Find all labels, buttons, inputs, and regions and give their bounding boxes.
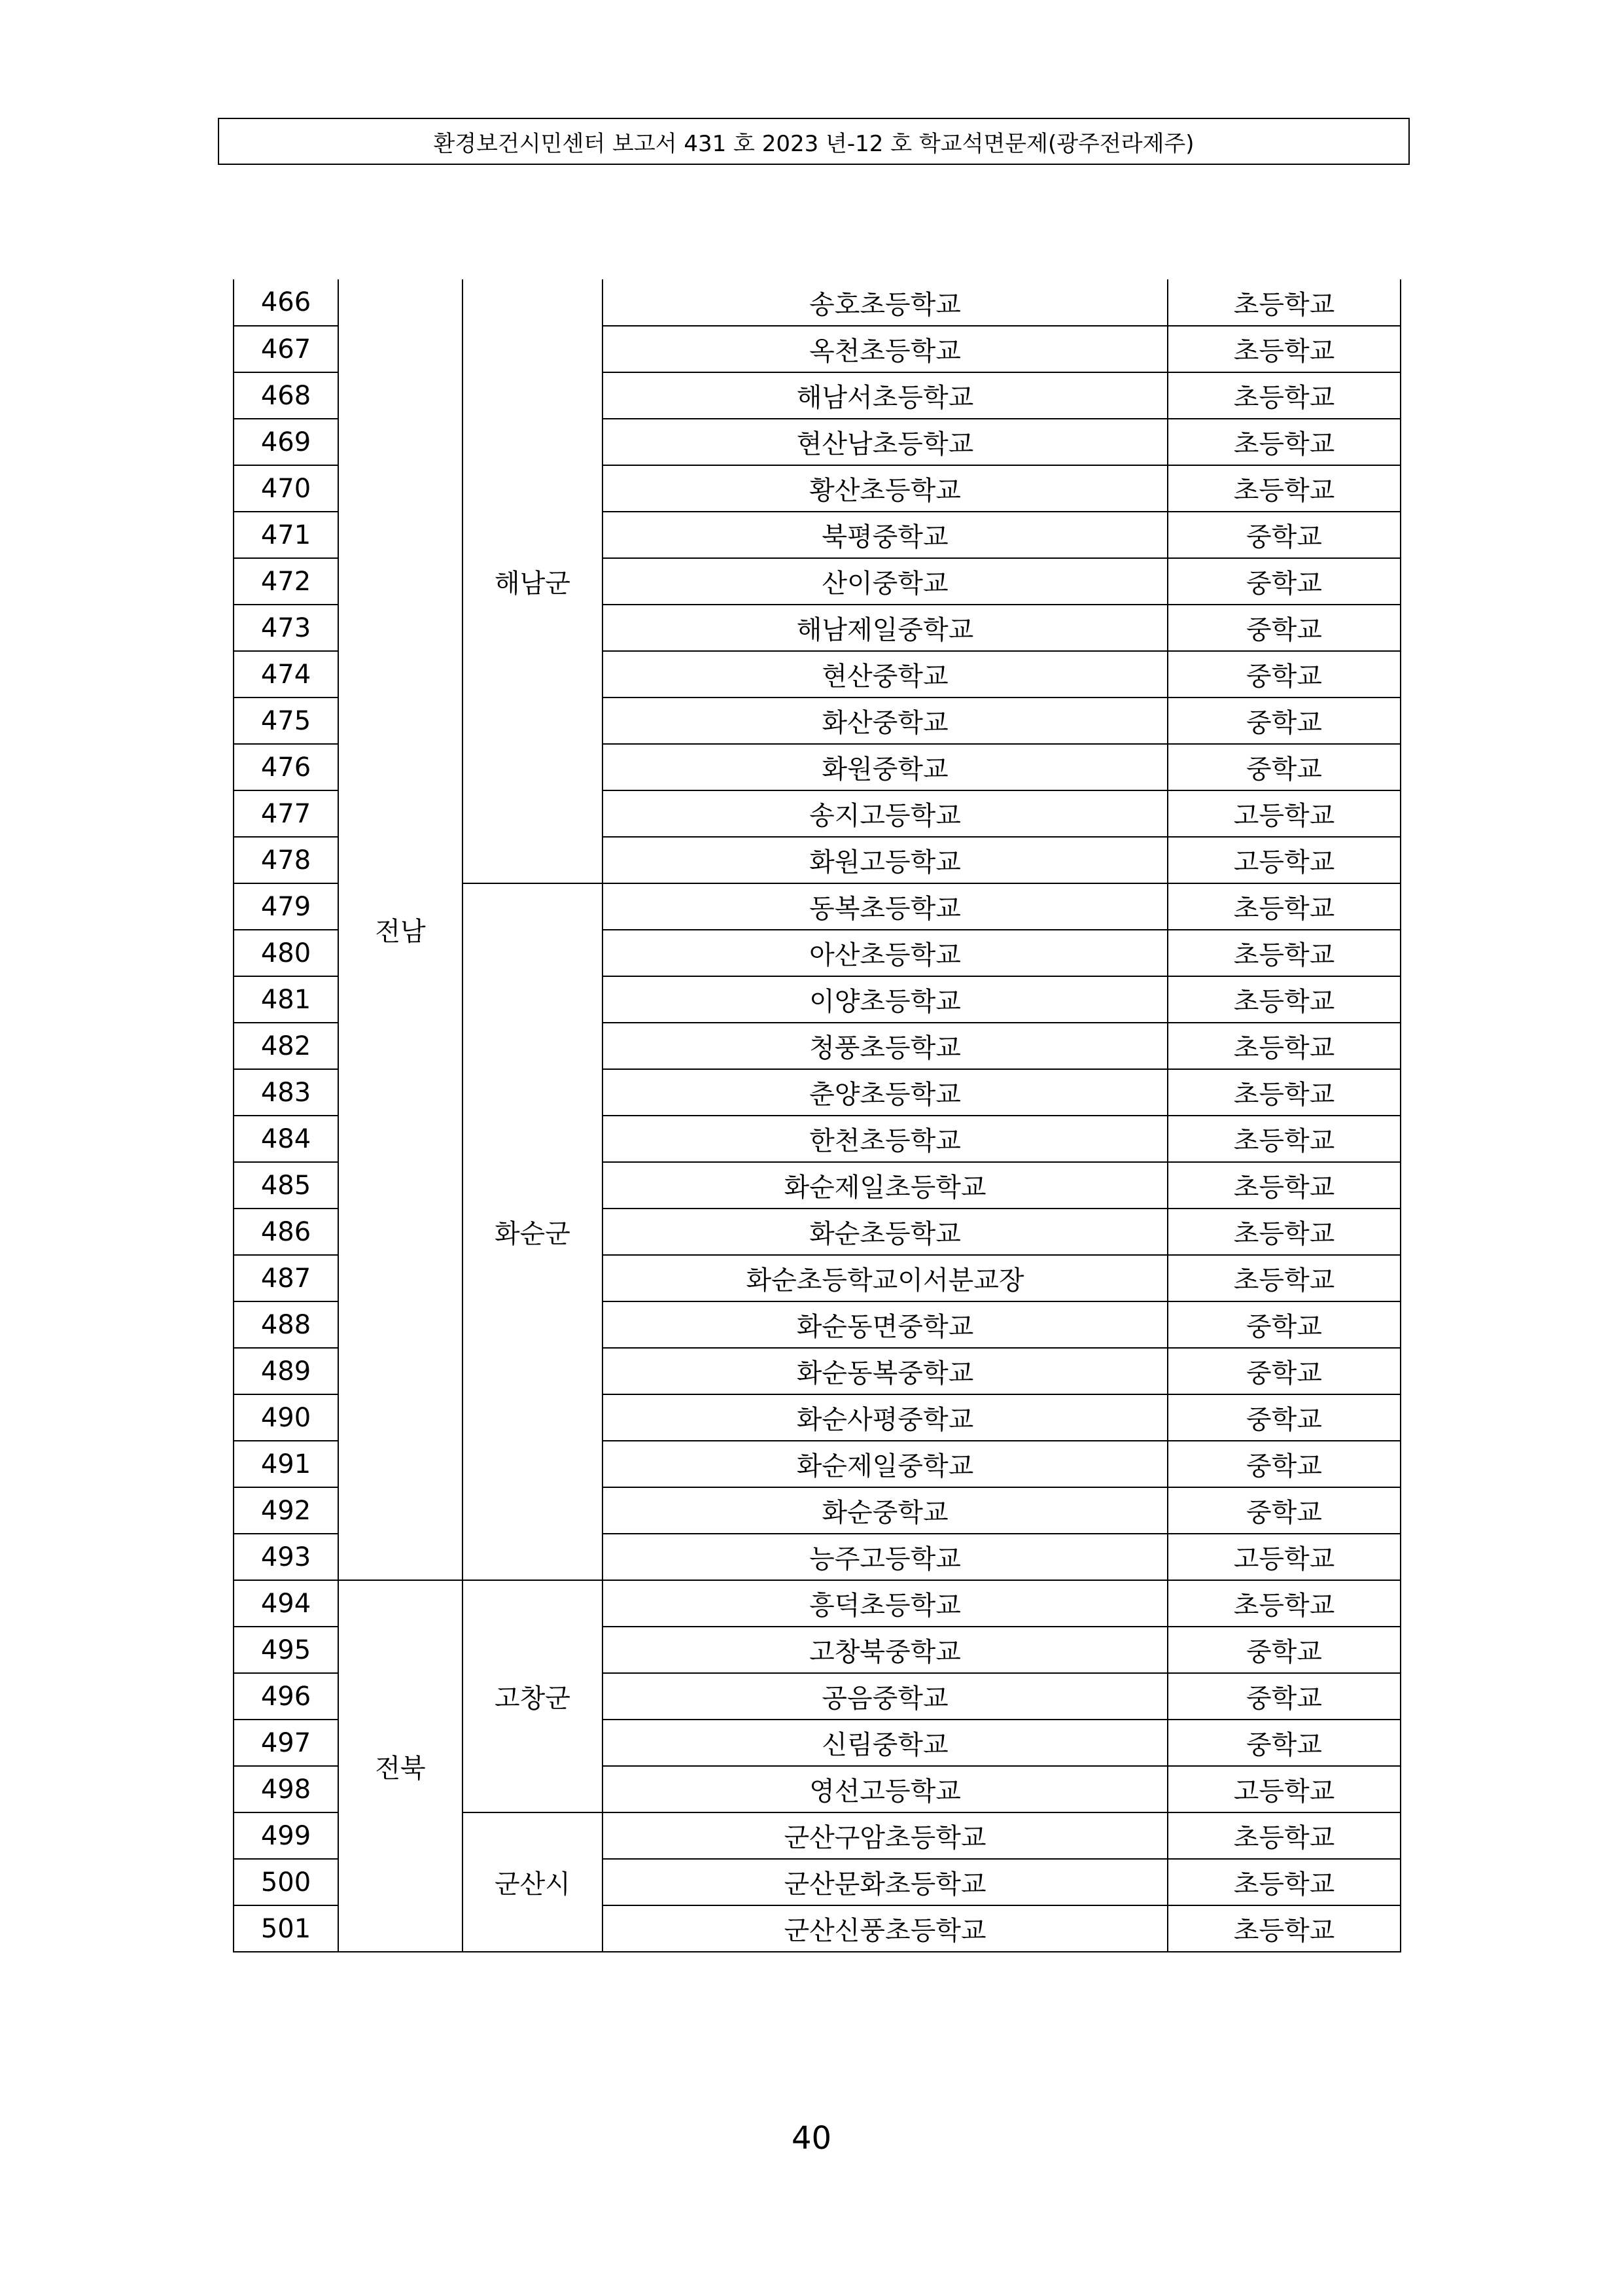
school-name: 화순초등학교 (602, 1209, 1168, 1255)
school-level: 중학교 (1168, 1348, 1401, 1394)
school-level: 중학교 (1168, 1394, 1401, 1441)
school-level: 초등학교 (1168, 372, 1401, 419)
school-name: 신림중학교 (602, 1720, 1168, 1766)
school-level: 중학교 (1168, 698, 1401, 744)
row-number: 482 (234, 1023, 338, 1069)
school-name: 흥덕초등학교 (602, 1580, 1168, 1627)
row-number: 501 (234, 1905, 338, 1952)
school-level: 중학교 (1168, 1673, 1401, 1720)
school-level: 초등학교 (1168, 1580, 1401, 1627)
school-name: 화순제일초등학교 (602, 1162, 1168, 1209)
school-name: 춘양초등학교 (602, 1069, 1168, 1116)
school-level: 중학교 (1168, 1720, 1401, 1766)
school-level: 초등학교 (1168, 1812, 1401, 1859)
school-name: 고창북중학교 (602, 1627, 1168, 1673)
district-cell: 군산시 (462, 1812, 602, 1952)
school-level: 초등학교 (1168, 1023, 1401, 1069)
school-level: 중학교 (1168, 1301, 1401, 1348)
row-number: 474 (234, 651, 338, 698)
region-cell: 전북 (338, 1580, 462, 1952)
school-name: 동복초등학교 (602, 883, 1168, 930)
district-cell: 고창군 (462, 1580, 602, 1812)
school-name: 송지고등학교 (602, 790, 1168, 837)
row-number: 476 (234, 744, 338, 790)
school-level: 중학교 (1168, 651, 1401, 698)
school-level: 중학교 (1168, 512, 1401, 558)
school-name: 한천초등학교 (602, 1116, 1168, 1162)
row-number: 494 (234, 1580, 338, 1627)
row-number: 487 (234, 1255, 338, 1301)
row-number: 493 (234, 1534, 338, 1580)
row-number: 472 (234, 558, 338, 605)
row-number: 492 (234, 1487, 338, 1534)
district-cell: 화순군 (462, 883, 602, 1580)
school-name: 화순초등학교이서분교장 (602, 1255, 1168, 1301)
school-level: 초등학교 (1168, 465, 1401, 512)
school-level: 중학교 (1168, 744, 1401, 790)
school-name: 능주고등학교 (602, 1534, 1168, 1580)
row-number: 473 (234, 605, 338, 651)
school-level: 초등학교 (1168, 883, 1401, 930)
school-name: 영선고등학교 (602, 1766, 1168, 1812)
school-level: 중학교 (1168, 605, 1401, 651)
school-level: 초등학교 (1168, 326, 1401, 372)
school-name: 화순동복중학교 (602, 1348, 1168, 1394)
region-cell: 전남 (338, 279, 462, 1580)
school-name: 옥천초등학교 (602, 326, 1168, 372)
table-row (234, 279, 1401, 326)
school-level: 초등학교 (1168, 279, 1401, 326)
school-table (233, 279, 1401, 1952)
school-name: 산이중학교 (602, 558, 1168, 605)
row-number: 491 (234, 1441, 338, 1487)
row-number: 490 (234, 1394, 338, 1441)
row-number: 485 (234, 1162, 338, 1209)
school-name: 공음중학교 (602, 1673, 1168, 1720)
school-name: 북평중학교 (602, 512, 1168, 558)
row-number: 484 (234, 1116, 338, 1162)
school-name: 화원중학교 (602, 744, 1168, 790)
row-number: 469 (234, 419, 338, 465)
report-header-title: 환경보건시민센터 보고서 431 호 2023 년-12 호 학교석면문제(광주전라제주) (433, 130, 1195, 157)
school-level: 초등학교 (1168, 1162, 1401, 1209)
school-level: 중학교 (1168, 1627, 1401, 1673)
row-number: 495 (234, 1627, 338, 1673)
row-number: 486 (234, 1209, 338, 1255)
row-number: 479 (234, 883, 338, 930)
row-number: 478 (234, 837, 338, 883)
school-name: 황산초등학교 (602, 465, 1168, 512)
school-level: 초등학교 (1168, 976, 1401, 1023)
school-name: 화순중학교 (602, 1487, 1168, 1534)
school-level: 고등학교 (1168, 837, 1401, 883)
school-name: 화산중학교 (602, 698, 1168, 744)
school-name: 현산남초등학교 (602, 419, 1168, 465)
row-number: 475 (234, 698, 338, 744)
page-number: 40 (791, 2120, 832, 2157)
school-name: 현산중학교 (602, 651, 1168, 698)
school-level: 초등학교 (1168, 1905, 1401, 1952)
table-body (234, 279, 1401, 1952)
school-name: 군산구암초등학교 (602, 1812, 1168, 1859)
row-number: 470 (234, 465, 338, 512)
row-number: 500 (234, 1859, 338, 1905)
school-level: 초등학교 (1168, 1069, 1401, 1116)
school-level: 초등학교 (1168, 930, 1401, 976)
school-name: 해남제일중학교 (602, 605, 1168, 651)
row-number: 498 (234, 1766, 338, 1812)
school-name: 아산초등학교 (602, 930, 1168, 976)
school-level: 중학교 (1168, 558, 1401, 605)
school-name: 송호초등학교 (602, 279, 1168, 326)
school-level: 중학교 (1168, 1441, 1401, 1487)
district-cell: 해남군 (462, 279, 602, 883)
row-number: 481 (234, 976, 338, 1023)
school-level: 고등학교 (1168, 1534, 1401, 1580)
school-level: 초등학교 (1168, 1209, 1401, 1255)
school-level: 고등학교 (1168, 1766, 1401, 1812)
school-level: 고등학교 (1168, 790, 1401, 837)
school-level: 초등학교 (1168, 1859, 1401, 1905)
row-number: 488 (234, 1301, 338, 1348)
school-name: 해남서초등학교 (602, 372, 1168, 419)
school-name: 화순동면중학교 (602, 1301, 1168, 1348)
school-name: 화순제일중학교 (602, 1441, 1168, 1487)
school-level: 중학교 (1168, 1487, 1401, 1534)
row-number: 499 (234, 1812, 338, 1859)
school-name: 화원고등학교 (602, 837, 1168, 883)
school-name: 청풍초등학교 (602, 1023, 1168, 1069)
row-number: 489 (234, 1348, 338, 1394)
row-number: 496 (234, 1673, 338, 1720)
table-row (234, 1580, 1401, 1627)
row-number: 483 (234, 1069, 338, 1116)
school-name: 화순사평중학교 (602, 1394, 1168, 1441)
report-header (218, 118, 1410, 165)
row-number: 468 (234, 372, 338, 419)
row-number: 471 (234, 512, 338, 558)
school-level: 초등학교 (1168, 1116, 1401, 1162)
row-number: 477 (234, 790, 338, 837)
school-level: 초등학교 (1168, 419, 1401, 465)
school-level: 초등학교 (1168, 1255, 1401, 1301)
school-name: 군산문화초등학교 (602, 1859, 1168, 1905)
row-number: 467 (234, 326, 338, 372)
row-number: 480 (234, 930, 338, 976)
school-name: 이양초등학교 (602, 976, 1168, 1023)
school-name: 군산신풍초등학교 (602, 1905, 1168, 1952)
row-number: 497 (234, 1720, 338, 1766)
row-number: 466 (234, 279, 338, 326)
